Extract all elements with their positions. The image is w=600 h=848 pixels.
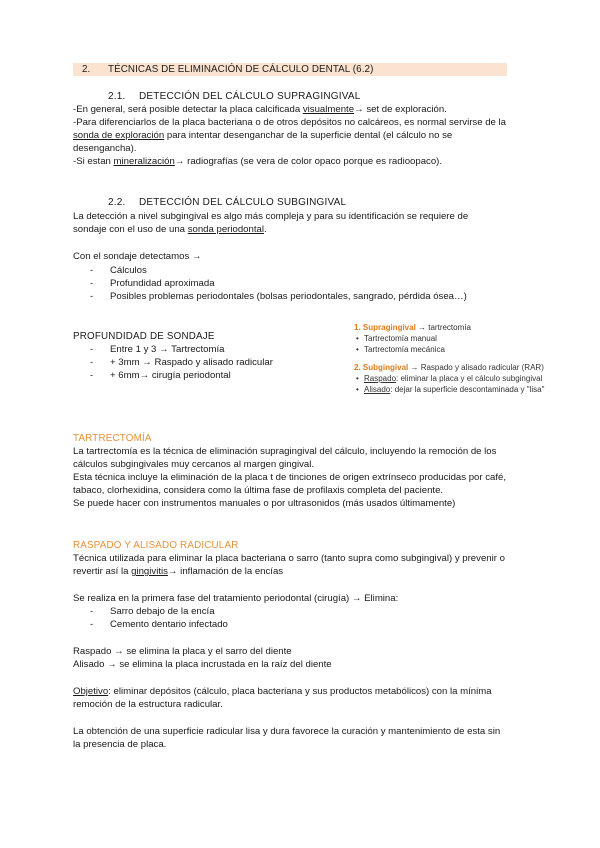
objetivo-paragraph: [73, 685, 533, 711]
text: desengancha).: [73, 143, 137, 154]
sondaje-list: [90, 264, 467, 303]
underlined-term: Objetivo: [73, 686, 109, 697]
text: -Si estan: [73, 156, 114, 167]
tartrectomia-title: TARTRECTOMÍA: [73, 433, 152, 444]
text: La obtención de una superficie radicular lisa y dura favorece la curación y mantenimiento de esta sin: [73, 726, 501, 737]
subsection-heading-2-2: [108, 196, 346, 209]
subsection-title: DETECCIÓN DEL CÁLCULO SUBGINGIVAL: [139, 197, 347, 208]
figure-title: Supragingival: [362, 323, 416, 332]
text: → inflamación de la encías: [167, 566, 284, 577]
text: : eliminar la placa y el cálculo subgingival: [396, 374, 543, 383]
text: Cemento dentario infectado: [110, 619, 228, 630]
list-item: - Sarro debajo de la encía: [90, 606, 215, 617]
final-paragraph: [73, 725, 533, 751]
text: → Raspado y alisado radicular (RAR): [408, 363, 544, 372]
text: Cálculos: [110, 265, 147, 276]
underlined-term: sonda periodontal: [187, 224, 264, 235]
fase-list: [90, 605, 228, 631]
text: -En general, será posible detectar la placa calcificada: [73, 104, 303, 115]
profundidad-list: [90, 343, 273, 382]
list-item: - Cemento dentario infectado: [90, 619, 228, 630]
text: La tartrectomía es la técnica de eliminación supragingival del cálculo, incluyendo la remoción de los: [73, 446, 497, 457]
text: Entre 1 y 3 → Tartrectomía: [110, 344, 225, 355]
text: remoción de la estructura radicular.: [73, 699, 223, 710]
figure-number: 1.: [354, 323, 361, 332]
list-item: - + 6mm→ cirugía periodontal: [90, 370, 231, 381]
text: Esta técnica incluye la eliminación de la placa t de tinciones de origen extrínseco producidas por café,: [73, 472, 507, 483]
text: + 3mm → Raspado y alisado radicular: [110, 357, 273, 368]
list-item: - Cálculos: [90, 265, 147, 276]
profundidad-title: PROFUNDIDAD DE SONDAJE: [73, 331, 215, 342]
subsection-heading-2-1: [108, 90, 361, 103]
text: Profundidad aproximada: [110, 278, 215, 289]
text: Posibles problemas periodontales (bolsas periodontales, sangrado, pérdida ósea…): [110, 291, 467, 302]
subsection-title: DETECCIÓN DEL CÁLCULO SUPRAGINGIVAL: [139, 91, 361, 102]
tartrectomia-paragraph: [73, 445, 533, 510]
subsection-number: 2.1.: [108, 91, 126, 102]
underlined-term: mineralización: [113, 156, 175, 167]
techniques-figure: [354, 322, 560, 408]
text: → set de exploración.: [354, 104, 447, 115]
text: : dejar la superficie descontaminada y "lisa": [390, 385, 545, 394]
text: la presencia de placa.: [73, 739, 167, 750]
raspado-title: RASPADO Y ALISADO RADICULAR: [73, 540, 239, 551]
section-title: TÉCNICAS DE ELIMINACIÓN DE CÁLCULO DENTAL (6.2): [108, 64, 374, 75]
figure-item: [354, 373, 560, 384]
text: .: [263, 224, 267, 235]
text: Alisado → se elimina la placa incrustada en la raíz del diente: [73, 659, 332, 670]
underlined-term: sonda de exploración: [73, 130, 165, 141]
underlined-term: visualmente: [302, 104, 355, 115]
text: cálculos subgingivales muy cercanos al margen gingival.: [73, 459, 315, 470]
sondaje-intro: Con el sondaje detectamos →: [73, 251, 202, 262]
text: Técnica utilizada para eliminar la placa bacteriana o sarro (tanto supra como subgingival) y prevenir o: [73, 553, 505, 564]
subsection-number: 2.2.: [108, 197, 126, 208]
text: → tartrectomía: [415, 323, 471, 332]
text: : eliminar depósitos (cálculo, placa bacteriana y sus productos metabólicos) con la mínima: [108, 686, 492, 697]
list-item: - Entre 1 y 3 → Tartrectomía: [90, 344, 225, 355]
fase-text: Se realiza en la primera fase del tratamiento periodontal (cirugía) → Elimina:: [73, 593, 399, 604]
figure-title: Subgingival: [362, 363, 409, 372]
text: tabaco, clorhexidina, considera como la última fase de profilaxis completa del paciente.: [73, 485, 444, 496]
underlined-term: Alisado: [364, 385, 391, 394]
raspado-paragraph: [73, 552, 533, 578]
text: revertir así la: [73, 566, 132, 577]
section-number: 2.: [82, 64, 91, 75]
list-item: - + 3mm → Raspado y alisado radicular: [90, 357, 273, 368]
text: Sarro debajo de la encía: [110, 606, 215, 617]
text: sondaje con el uso de una: [73, 224, 188, 235]
text: → radiografías (se vera de color opaco porque es radioopaco).: [174, 156, 443, 167]
underlined-term: Raspado: [364, 374, 397, 383]
underlined-term: gingivitis: [131, 566, 168, 577]
figure-item: • Tartrectomía manual: [354, 333, 560, 344]
list-item: - Posibles problemas periodontales (bolsas periodontales, sangrado, pérdida ósea…): [90, 291, 467, 302]
text: Se puede hacer con instrumentos manuales o por ultrasonidos (más usados últimamente): [73, 498, 456, 509]
text: para intentar desenganchar de la superficie dental (el cálculo no se: [164, 130, 453, 141]
paragraph-supragingival: [73, 103, 533, 168]
section-heading: [73, 63, 507, 76]
figure-number: 2.: [354, 363, 361, 372]
figure-item: • Tartrectomía mecánica: [354, 344, 560, 355]
text: -Para diferenciarlos de la placa bacteriana o de otros depósitos no calcáreos, es normal servirse de la: [73, 117, 507, 128]
raspado-alisado-lines: [73, 645, 533, 671]
paragraph-subgingival: [73, 210, 533, 236]
text: La detección a nivel subgingival es algo más compleja y para su identificación se requiere de: [73, 211, 469, 222]
figure-item: [354, 384, 560, 395]
text: + 6mm→ cirugía periodontal: [110, 370, 231, 381]
text: Raspado → se elimina la placa y el sarro del diente: [73, 646, 292, 657]
list-item: - Profundidad aproximada: [90, 278, 215, 289]
